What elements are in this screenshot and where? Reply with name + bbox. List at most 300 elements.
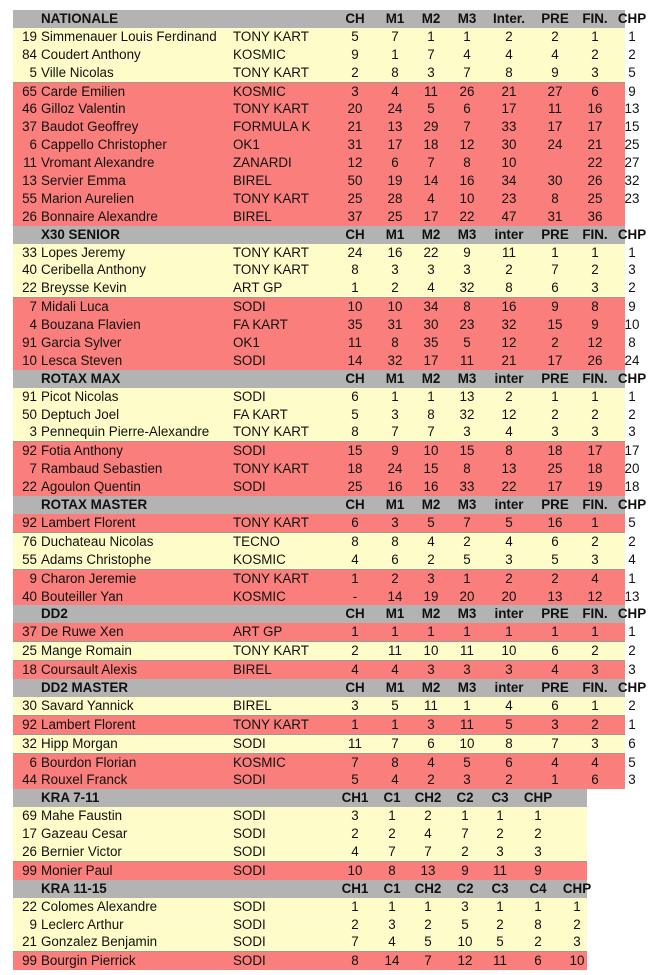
result-cell: 1 [351, 624, 359, 640]
result-cell: 6 [551, 643, 559, 659]
result-cell: 22 [587, 155, 603, 171]
driver-row [13, 478, 640, 496]
result-cell: 11 [348, 335, 362, 351]
result-cell: 1 [591, 697, 599, 713]
kart-number: 9 [29, 916, 37, 932]
driver-row [13, 807, 587, 825]
driver-name: Midali Luca [41, 299, 109, 315]
result-cell: 4 [463, 46, 471, 62]
column-header: Inter. [493, 11, 525, 26]
result-cell: 16 [547, 514, 563, 530]
result-cell: 1 [534, 898, 542, 914]
section-x30-senior [13, 226, 647, 370]
result-cell: 30 [501, 137, 517, 153]
result-cell: 3 [351, 83, 359, 99]
driver-row [13, 334, 636, 352]
driver-row [13, 551, 636, 569]
result-cell: 23 [459, 317, 475, 333]
result-cell: 12 [459, 137, 475, 153]
driver-name: Charon Jeremie [41, 570, 137, 586]
result-cell: 16 [587, 101, 603, 117]
result-cell: 20 [347, 101, 363, 117]
result-cell: 3 [427, 64, 435, 80]
result-cell: 5 [427, 101, 435, 117]
result-cell: 3 [391, 406, 399, 422]
kart-number: 19 [22, 28, 37, 44]
column-header: M1 [385, 11, 405, 26]
result-cell: - [352, 588, 358, 604]
driver-row [13, 514, 636, 532]
driver-name: Gonzalez Benjamin [41, 934, 158, 950]
team-name: SODI [233, 352, 266, 368]
result-cell: 9 [628, 299, 636, 315]
column-header: M3 [457, 497, 477, 513]
team-name: OK1 [233, 137, 260, 153]
result-cell: 16 [423, 479, 439, 495]
result-cell: 4 [427, 190, 435, 206]
team-name: ART GP [233, 280, 283, 296]
team-name: SODI [233, 826, 266, 842]
result-cell: 7 [351, 754, 359, 770]
result-cell: 3 [461, 898, 469, 914]
result-cell: 19 [387, 173, 403, 189]
result-cell: 25 [624, 137, 640, 153]
result-cell: 1 [391, 624, 399, 640]
column-header: inter [494, 497, 524, 513]
result-cell: 17 [547, 352, 563, 368]
driver-row [13, 843, 587, 861]
column-header: PRE [541, 11, 569, 26]
result-cell: 3 [505, 662, 513, 678]
result-cell: 1 [351, 570, 359, 586]
column-header: FIN. [582, 11, 608, 26]
result-cell: 3 [427, 262, 435, 278]
driver-row [13, 297, 636, 316]
column-header: inter [494, 226, 524, 242]
driver-name: Agoulon Quentin [41, 479, 141, 495]
driver-name: Breysse Kevin [41, 280, 127, 296]
result-cell: 22 [423, 244, 439, 260]
result-cell: 2 [628, 280, 636, 296]
driver-name: Pennequin Pierre-Alexandre [41, 424, 210, 440]
result-cell: 10 [569, 953, 585, 969]
section-title: X30 SENIOR [41, 226, 120, 242]
result-cell: 10 [457, 934, 473, 950]
section-title: NATIONALE [41, 11, 119, 26]
result-cell: 2 [391, 570, 399, 586]
result-cell: 23 [624, 190, 640, 206]
result-cell: 32 [459, 406, 475, 422]
driver-row [13, 753, 636, 772]
result-cell: 15 [547, 317, 563, 333]
kart-number: 5 [29, 64, 37, 80]
result-cell: 13 [459, 388, 475, 404]
result-cell: 10 [387, 299, 403, 315]
result-cell: 7 [424, 843, 432, 859]
driver-name: Servier Emma [41, 173, 126, 189]
column-header: M1 [385, 497, 405, 513]
column-header: PRE [541, 370, 569, 386]
column-header: CHP [523, 790, 553, 806]
column-header: PRE [541, 679, 569, 695]
result-cell: 6 [427, 735, 435, 751]
result-cell: 7 [551, 735, 559, 751]
result-cell: 13 [501, 461, 517, 477]
result-cell: 2 [388, 826, 396, 842]
column-header: M2 [421, 679, 441, 695]
result-cell: 8 [388, 862, 396, 878]
kart-number: 32 [22, 735, 37, 751]
result-cell: 1 [591, 388, 599, 404]
result-cell: 3 [351, 808, 359, 824]
result-cell: 8 [463, 155, 471, 171]
result-cell: 7 [391, 424, 399, 440]
result-cell: 20 [624, 461, 640, 477]
result-cell: 4 [351, 662, 359, 678]
result-cell: 1 [534, 808, 542, 824]
result-cell: 24 [547, 137, 563, 153]
result-cell: 1 [351, 898, 359, 914]
result-cell: 22 [501, 479, 517, 495]
driver-name: Duchateau Nicolas [41, 533, 154, 549]
result-cell: 6 [591, 83, 599, 99]
team-name: SODI [233, 735, 266, 751]
result-cell: 3 [427, 662, 435, 678]
driver-name: Adams Christophe [41, 551, 152, 567]
driver-name: Leclerc Arthur [41, 916, 124, 932]
column-header: M2 [421, 11, 441, 26]
team-name: FA KART [233, 406, 288, 422]
team-name: TONY KART [233, 643, 309, 659]
result-cell: 6 [391, 551, 399, 567]
column-header: M1 [385, 370, 405, 386]
driver-row [13, 279, 636, 297]
team-name: BIREL [233, 697, 272, 713]
result-cell: 47 [501, 208, 517, 224]
result-cell: 24 [624, 352, 640, 368]
result-cell: 2 [351, 916, 359, 932]
result-cell: 3 [463, 662, 471, 678]
column-header: CH [345, 679, 365, 695]
driver-name: Bernier Victor [41, 843, 122, 859]
result-cell: 3 [551, 424, 559, 440]
result-cell: 7 [391, 735, 399, 751]
result-cell: 3 [463, 262, 471, 278]
result-cell: 34 [423, 299, 439, 315]
section-header-row [13, 880, 592, 898]
result-cell: 4 [391, 662, 399, 678]
result-cell: 12 [501, 406, 517, 422]
result-cell: 35 [423, 335, 439, 351]
team-name: TONY KART [233, 244, 309, 260]
result-cell: 2 [505, 570, 513, 586]
team-name: SODI [233, 772, 266, 788]
kart-number: 26 [22, 208, 37, 224]
result-cell: 1 [628, 570, 636, 586]
section-header-row [13, 789, 587, 807]
result-cell: 14 [384, 953, 400, 969]
driver-name: Colomes Alexandre [41, 898, 158, 914]
result-cell: 14 [387, 588, 403, 604]
result-cell: 5 [551, 551, 559, 567]
result-cell: 4 [551, 46, 559, 62]
section-rotax-master [13, 496, 647, 605]
kart-number: 92 [22, 514, 37, 530]
result-cell: 1 [463, 624, 471, 640]
driver-row [13, 441, 640, 460]
result-cell: 1 [391, 716, 399, 732]
result-cell: 1 [551, 624, 559, 640]
result-cell: 3 [591, 424, 599, 440]
result-cell: 32 [387, 352, 403, 368]
kart-number: 25 [22, 643, 37, 659]
result-cell: 6 [551, 533, 559, 549]
column-header: CHP [617, 11, 647, 26]
kart-number: 18 [22, 662, 37, 678]
result-cell: 6 [591, 772, 599, 788]
kart-number: 76 [22, 533, 37, 549]
result-cell: 2 [391, 280, 399, 296]
result-cell: 2 [351, 643, 359, 659]
driver-row [13, 933, 587, 951]
result-cell: 11 [493, 953, 507, 969]
kart-number: 22 [22, 479, 37, 495]
column-header: C2 [456, 880, 474, 896]
kart-number: 6 [29, 754, 37, 770]
result-cell: 6 [391, 155, 399, 171]
result-cell: 7 [463, 64, 471, 80]
result-cell: 2 [628, 406, 636, 422]
column-header: CH1 [341, 880, 369, 896]
kart-number: 6 [29, 137, 37, 153]
result-cell: 8 [463, 299, 471, 315]
driver-name: Coudert Anthony [41, 46, 141, 62]
column-header: CH [345, 606, 365, 622]
driver-row [13, 697, 636, 715]
column-header: PRE [541, 226, 569, 242]
section-title: DD2 [41, 606, 68, 622]
result-cell: 5 [391, 697, 399, 713]
kart-number: 84 [22, 46, 37, 62]
column-header: CHP [617, 497, 647, 513]
result-cell: 1 [427, 388, 435, 404]
kart-number: 40 [22, 588, 37, 604]
result-cell: 3 [591, 64, 599, 80]
result-cell: 2 [427, 772, 435, 788]
result-cell: 1 [628, 388, 636, 404]
section-kra-7-11 [13, 789, 625, 879]
team-name: SODI [233, 898, 266, 914]
driver-row [13, 352, 640, 370]
result-cell: 6 [505, 754, 513, 770]
result-cell: 5 [463, 551, 471, 567]
driver-row [13, 244, 636, 262]
result-cell: 10 [501, 155, 517, 171]
result-cell: 4 [591, 754, 599, 770]
result-cell: 5 [351, 28, 359, 44]
result-cell: 31 [547, 208, 563, 224]
column-header: CHP [617, 606, 647, 622]
kart-number: 11 [23, 155, 37, 171]
kart-number: 30 [22, 697, 37, 713]
result-cell: 1 [628, 244, 636, 260]
result-cell: 26 [587, 352, 603, 368]
result-cell: 32 [459, 280, 475, 296]
driver-row [13, 588, 640, 606]
driver-row [13, 316, 640, 334]
column-header: M1 [385, 606, 405, 622]
driver-row [13, 190, 640, 208]
driver-name: Hipp Morgan [41, 735, 118, 751]
result-cell: 6 [351, 388, 359, 404]
result-cell: 26 [587, 173, 603, 189]
result-cell: 3 [591, 662, 599, 678]
result-cell: 11 [502, 244, 516, 260]
driver-name: Vromant Alexandre [41, 155, 155, 171]
team-name: SODI [233, 953, 266, 969]
result-cell: 17 [423, 208, 439, 224]
result-cell: 13 [387, 119, 403, 135]
driver-row [13, 623, 636, 641]
kart-number: 22 [22, 280, 37, 296]
section-header-row [13, 226, 647, 244]
kart-number: 65 [22, 83, 37, 99]
result-cell: 1 [496, 898, 504, 914]
section-title: KRA 7-11 [41, 790, 100, 806]
driver-row [13, 46, 636, 64]
result-cell: 1 [461, 808, 469, 824]
kart-number: 33 [22, 244, 37, 260]
result-cell: 25 [387, 208, 403, 224]
team-name: SODI [233, 862, 266, 878]
result-cell: 25 [587, 190, 603, 206]
column-header: CH2 [414, 880, 442, 896]
column-header: CHP [617, 370, 647, 386]
result-cell: 18 [423, 137, 439, 153]
column-header: C2 [456, 790, 474, 806]
result-cell: 3 [496, 843, 504, 859]
column-header: C1 [383, 880, 401, 896]
team-name: SODI [233, 443, 266, 459]
result-cell: 1 [388, 808, 396, 824]
team-name: SODI [233, 479, 266, 495]
result-cell: 3 [551, 716, 559, 732]
column-header: C3 [491, 880, 509, 896]
result-cell: 17 [587, 443, 603, 459]
driver-name: Lopes Jeremy [41, 244, 126, 260]
result-cell: 1 [551, 244, 559, 260]
result-cell: 6 [351, 514, 359, 530]
result-cell: 37 [347, 208, 363, 224]
driver-row [13, 734, 636, 753]
kart-number: 9 [29, 570, 37, 586]
result-cell: 1 [628, 716, 636, 732]
team-name: TONY KART [233, 570, 309, 586]
column-header: M3 [457, 370, 477, 386]
result-cell: 16 [387, 479, 403, 495]
result-cell: 19 [423, 588, 439, 604]
team-name: SODI [233, 808, 266, 824]
team-name: TONY KART [233, 101, 309, 117]
result-cell: 2 [628, 643, 636, 659]
driver-name: Rambaud Sebastien [41, 461, 163, 477]
driver-row [13, 532, 636, 551]
section-title: KRA 11-15 [41, 880, 107, 896]
result-cell: 16 [459, 173, 475, 189]
result-cell: 8 [351, 533, 359, 549]
result-cell: 4 [427, 280, 435, 296]
result-cell: 31 [347, 137, 363, 153]
team-name: KOSMIC [233, 551, 286, 567]
column-header: M3 [457, 226, 477, 242]
result-cell: 7 [551, 262, 559, 278]
results-table [13, 10, 647, 970]
driver-name: Bonnaire Alexandre [41, 208, 158, 224]
result-cell: 4 [427, 754, 435, 770]
column-header: C1 [383, 790, 401, 806]
result-cell: 18 [624, 479, 640, 495]
result-cell: 17 [423, 352, 439, 368]
result-cell: 10 [624, 317, 640, 333]
driver-name: Ville Nicolas [41, 64, 114, 80]
result-cell: 17 [547, 119, 563, 135]
result-cell: 12 [457, 953, 473, 969]
result-cell: 29 [423, 119, 439, 135]
result-cell: 13 [420, 862, 436, 878]
result-cell: 35 [347, 317, 363, 333]
kart-number: 13 [22, 173, 37, 189]
driver-row [13, 660, 636, 679]
column-header: CH [345, 370, 365, 386]
result-cell: 6 [534, 953, 542, 969]
result-cell: 2 [496, 826, 504, 842]
result-cell: 1 [591, 28, 599, 44]
column-header: M3 [457, 606, 477, 622]
team-name: KOSMIC [233, 588, 286, 604]
result-cell: 4 [424, 826, 432, 842]
column-header: M2 [421, 370, 441, 386]
result-cell: 1 [591, 244, 599, 260]
kart-number: 44 [22, 772, 37, 788]
column-header: CHP [562, 880, 592, 896]
driver-row [13, 423, 636, 441]
result-cell: 1 [427, 624, 435, 640]
result-cell: 25 [347, 190, 363, 206]
team-name: TONY KART [233, 28, 309, 44]
driver-name: Baudot Geoffrey [41, 119, 139, 135]
result-cell: 15 [423, 461, 439, 477]
result-cell: 2 [505, 388, 513, 404]
result-cell: 1 [591, 624, 599, 640]
column-header: CH [345, 11, 365, 26]
team-name: TECNO [233, 533, 280, 549]
result-cell: 8 [351, 262, 359, 278]
result-cell: 27 [624, 155, 640, 171]
result-cell: 5 [463, 335, 471, 351]
driver-row [13, 771, 636, 789]
result-cell: 4 [551, 754, 559, 770]
result-cell: 2 [461, 843, 469, 859]
result-cell: 3 [628, 424, 636, 440]
result-cell: 7 [427, 155, 435, 171]
result-cell: 18 [587, 461, 603, 477]
column-header: M3 [457, 11, 477, 26]
kart-number: 91 [22, 335, 37, 351]
kart-number: 99 [22, 862, 37, 878]
team-name: TONY KART [233, 424, 309, 440]
column-header: PRE [541, 497, 569, 513]
team-name: SODI [233, 843, 266, 859]
